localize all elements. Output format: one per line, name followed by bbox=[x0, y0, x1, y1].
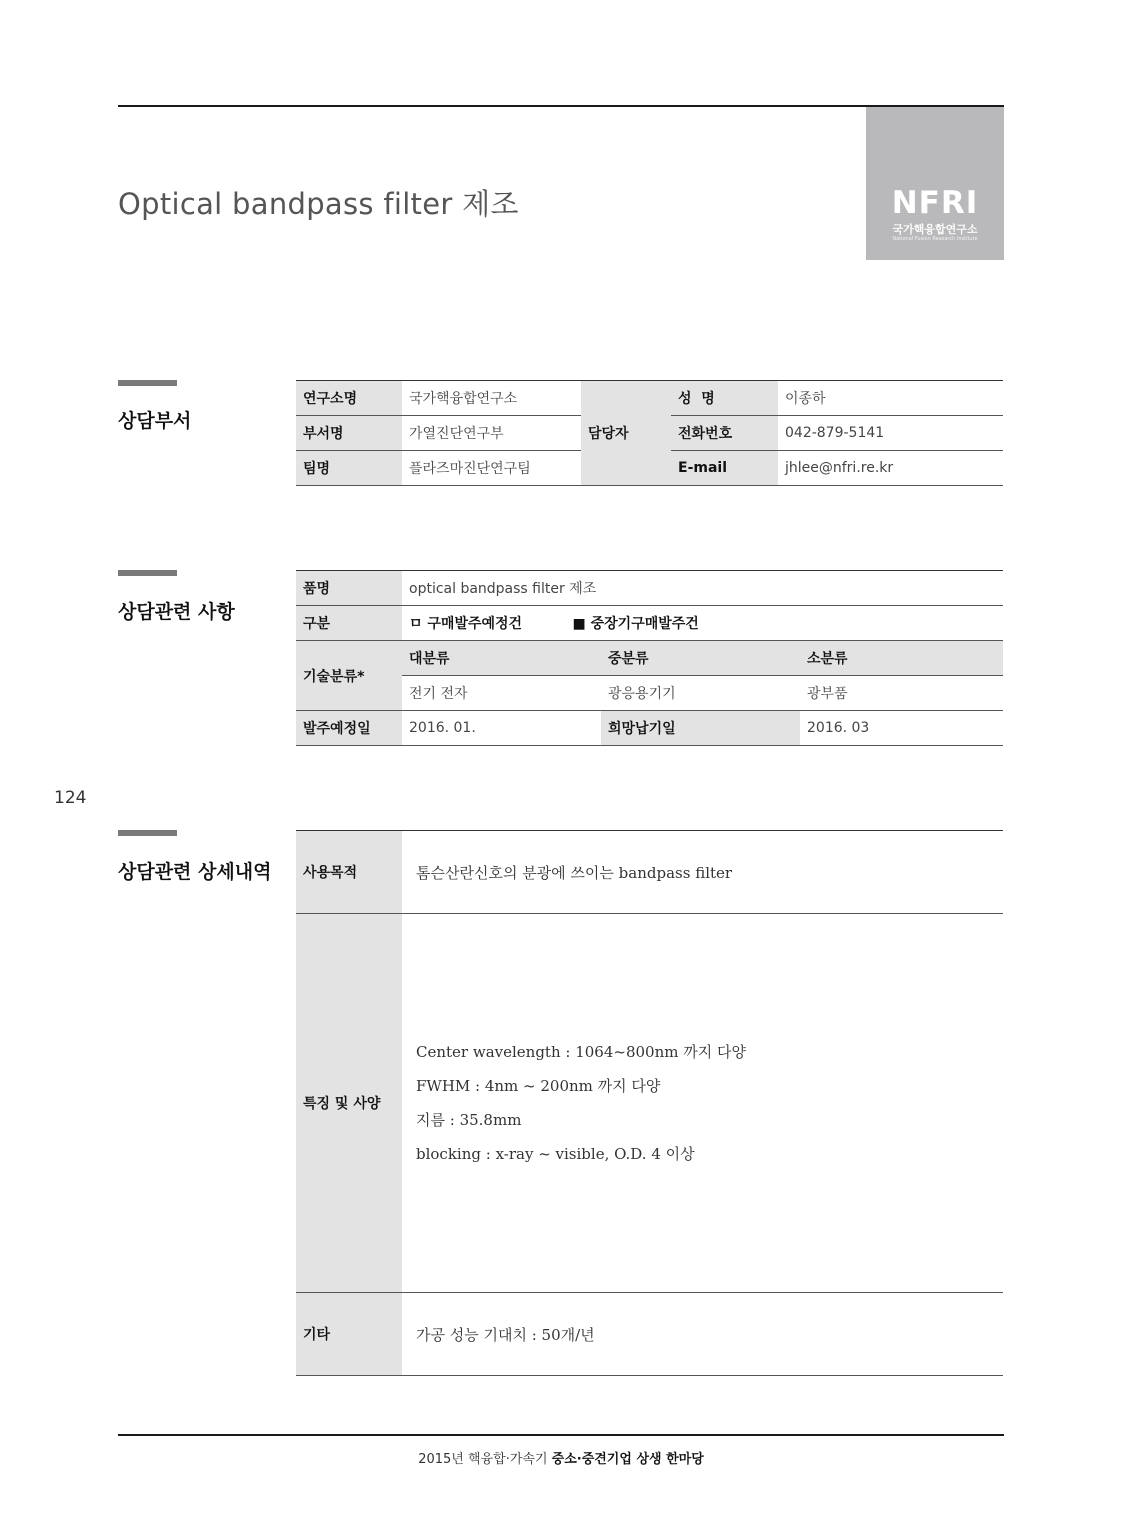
delivery-date-value: 2016. 03 bbox=[800, 711, 1003, 746]
name-value: 이종하 bbox=[778, 381, 1003, 416]
phone-value: 042-879-5141 bbox=[778, 416, 1003, 451]
option-purchase-planned: ㅁ 구매발주예정건 bbox=[409, 616, 523, 632]
middle-label: 중분류 bbox=[601, 641, 800, 676]
contact-label: 담당자 bbox=[581, 381, 671, 486]
spec-line: Center wavelength : 1064~800nm 까지 다양 bbox=[416, 1043, 746, 1061]
order-date-value: 2016. 01. bbox=[402, 711, 601, 746]
section-title-related: 상담관련 사항 bbox=[118, 601, 235, 623]
team-value: 플라즈마진단연구팀 bbox=[402, 451, 581, 486]
footer-year: 2015년 bbox=[418, 1452, 464, 1467]
institute-value: 국가핵융합연구소 bbox=[402, 381, 581, 416]
email-value: jhlee@nfri.re.kr bbox=[778, 451, 1003, 486]
page-title: Optical bandpass filter 제조 bbox=[118, 187, 519, 221]
department-label: 부서명 bbox=[296, 416, 402, 451]
section-marker bbox=[118, 380, 177, 386]
page-footer bbox=[0, 1448, 1122, 1467]
bottom-rule bbox=[118, 1434, 1004, 1436]
item-value: optical bandpass filter 제조 bbox=[402, 571, 1003, 606]
phone-label: 전화번호 bbox=[671, 416, 778, 451]
purpose-label: 사용목적 bbox=[296, 831, 402, 914]
tech-label: 기술분류* bbox=[296, 641, 402, 711]
delivery-date-label: 희망납기일 bbox=[601, 711, 800, 746]
institute-label: 연구소명 bbox=[296, 381, 402, 416]
spec-line: blocking : x-ray ~ visible, O.D. 4 이상 bbox=[416, 1145, 695, 1163]
major-value: 전기 전자 bbox=[402, 676, 601, 711]
email-label: E-mail bbox=[671, 451, 778, 486]
minor-value: 광부품 bbox=[800, 676, 1003, 711]
section-title-dept: 상담부서 bbox=[118, 410, 192, 432]
related-table bbox=[296, 570, 1003, 746]
nfri-logo bbox=[866, 107, 1004, 260]
logo-korean-text: 국가핵융합연구소 bbox=[892, 223, 978, 236]
table-row bbox=[296, 641, 1003, 676]
item-label: 품명 bbox=[296, 571, 402, 606]
section-marker bbox=[118, 830, 177, 836]
table-row bbox=[296, 1293, 1003, 1376]
table-row bbox=[296, 831, 1003, 914]
spec-label: 특징 및 사양 bbox=[296, 914, 402, 1293]
logo-english-text: National Fusion Research Institute bbox=[892, 236, 978, 242]
table-row bbox=[296, 381, 1003, 416]
order-date-label: 발주예정일 bbox=[296, 711, 402, 746]
department-value: 가열진단연구부 bbox=[402, 416, 581, 451]
spec-line: FWHM : 4nm ~ 200nm 까지 다양 bbox=[416, 1077, 661, 1095]
category-options bbox=[402, 606, 1003, 641]
option-long-term-purchase: ■ 중장기구매발주건 bbox=[572, 616, 699, 632]
logo-main-text: NFRI bbox=[891, 185, 979, 221]
spec-value bbox=[402, 914, 1003, 1293]
table-row bbox=[296, 571, 1003, 606]
page-number: 124 bbox=[54, 788, 87, 808]
section-title-detail: 상담관련 상세내역 bbox=[118, 861, 272, 883]
category-label: 구분 bbox=[296, 606, 402, 641]
minor-label: 소분류 bbox=[800, 641, 1003, 676]
team-label: 팀명 bbox=[296, 451, 402, 486]
table-row bbox=[296, 676, 1003, 711]
dept-table bbox=[296, 380, 1003, 486]
etc-value: 가공 성능 기대치 : 50개/년 bbox=[402, 1293, 1003, 1376]
spec-line: 지름 : 35.8mm bbox=[416, 1111, 522, 1129]
etc-label: 기타 bbox=[296, 1293, 402, 1376]
middle-value: 광응용기기 bbox=[601, 676, 800, 711]
section-marker bbox=[118, 570, 177, 576]
footer-event-name: 중소·중견기업 상생 한마당 bbox=[551, 1452, 704, 1467]
table-row bbox=[296, 711, 1003, 746]
name-label: 성 명 bbox=[671, 381, 778, 416]
purpose-value: 톰슨산란신호의 분광에 쓰이는 bandpass filter bbox=[402, 831, 1003, 914]
table-row bbox=[296, 606, 1003, 641]
table-row bbox=[296, 914, 1003, 1293]
major-label: 대분류 bbox=[402, 641, 601, 676]
detail-table bbox=[296, 830, 1003, 1376]
footer-event-prefix: 핵융합·가속기 bbox=[468, 1452, 548, 1467]
